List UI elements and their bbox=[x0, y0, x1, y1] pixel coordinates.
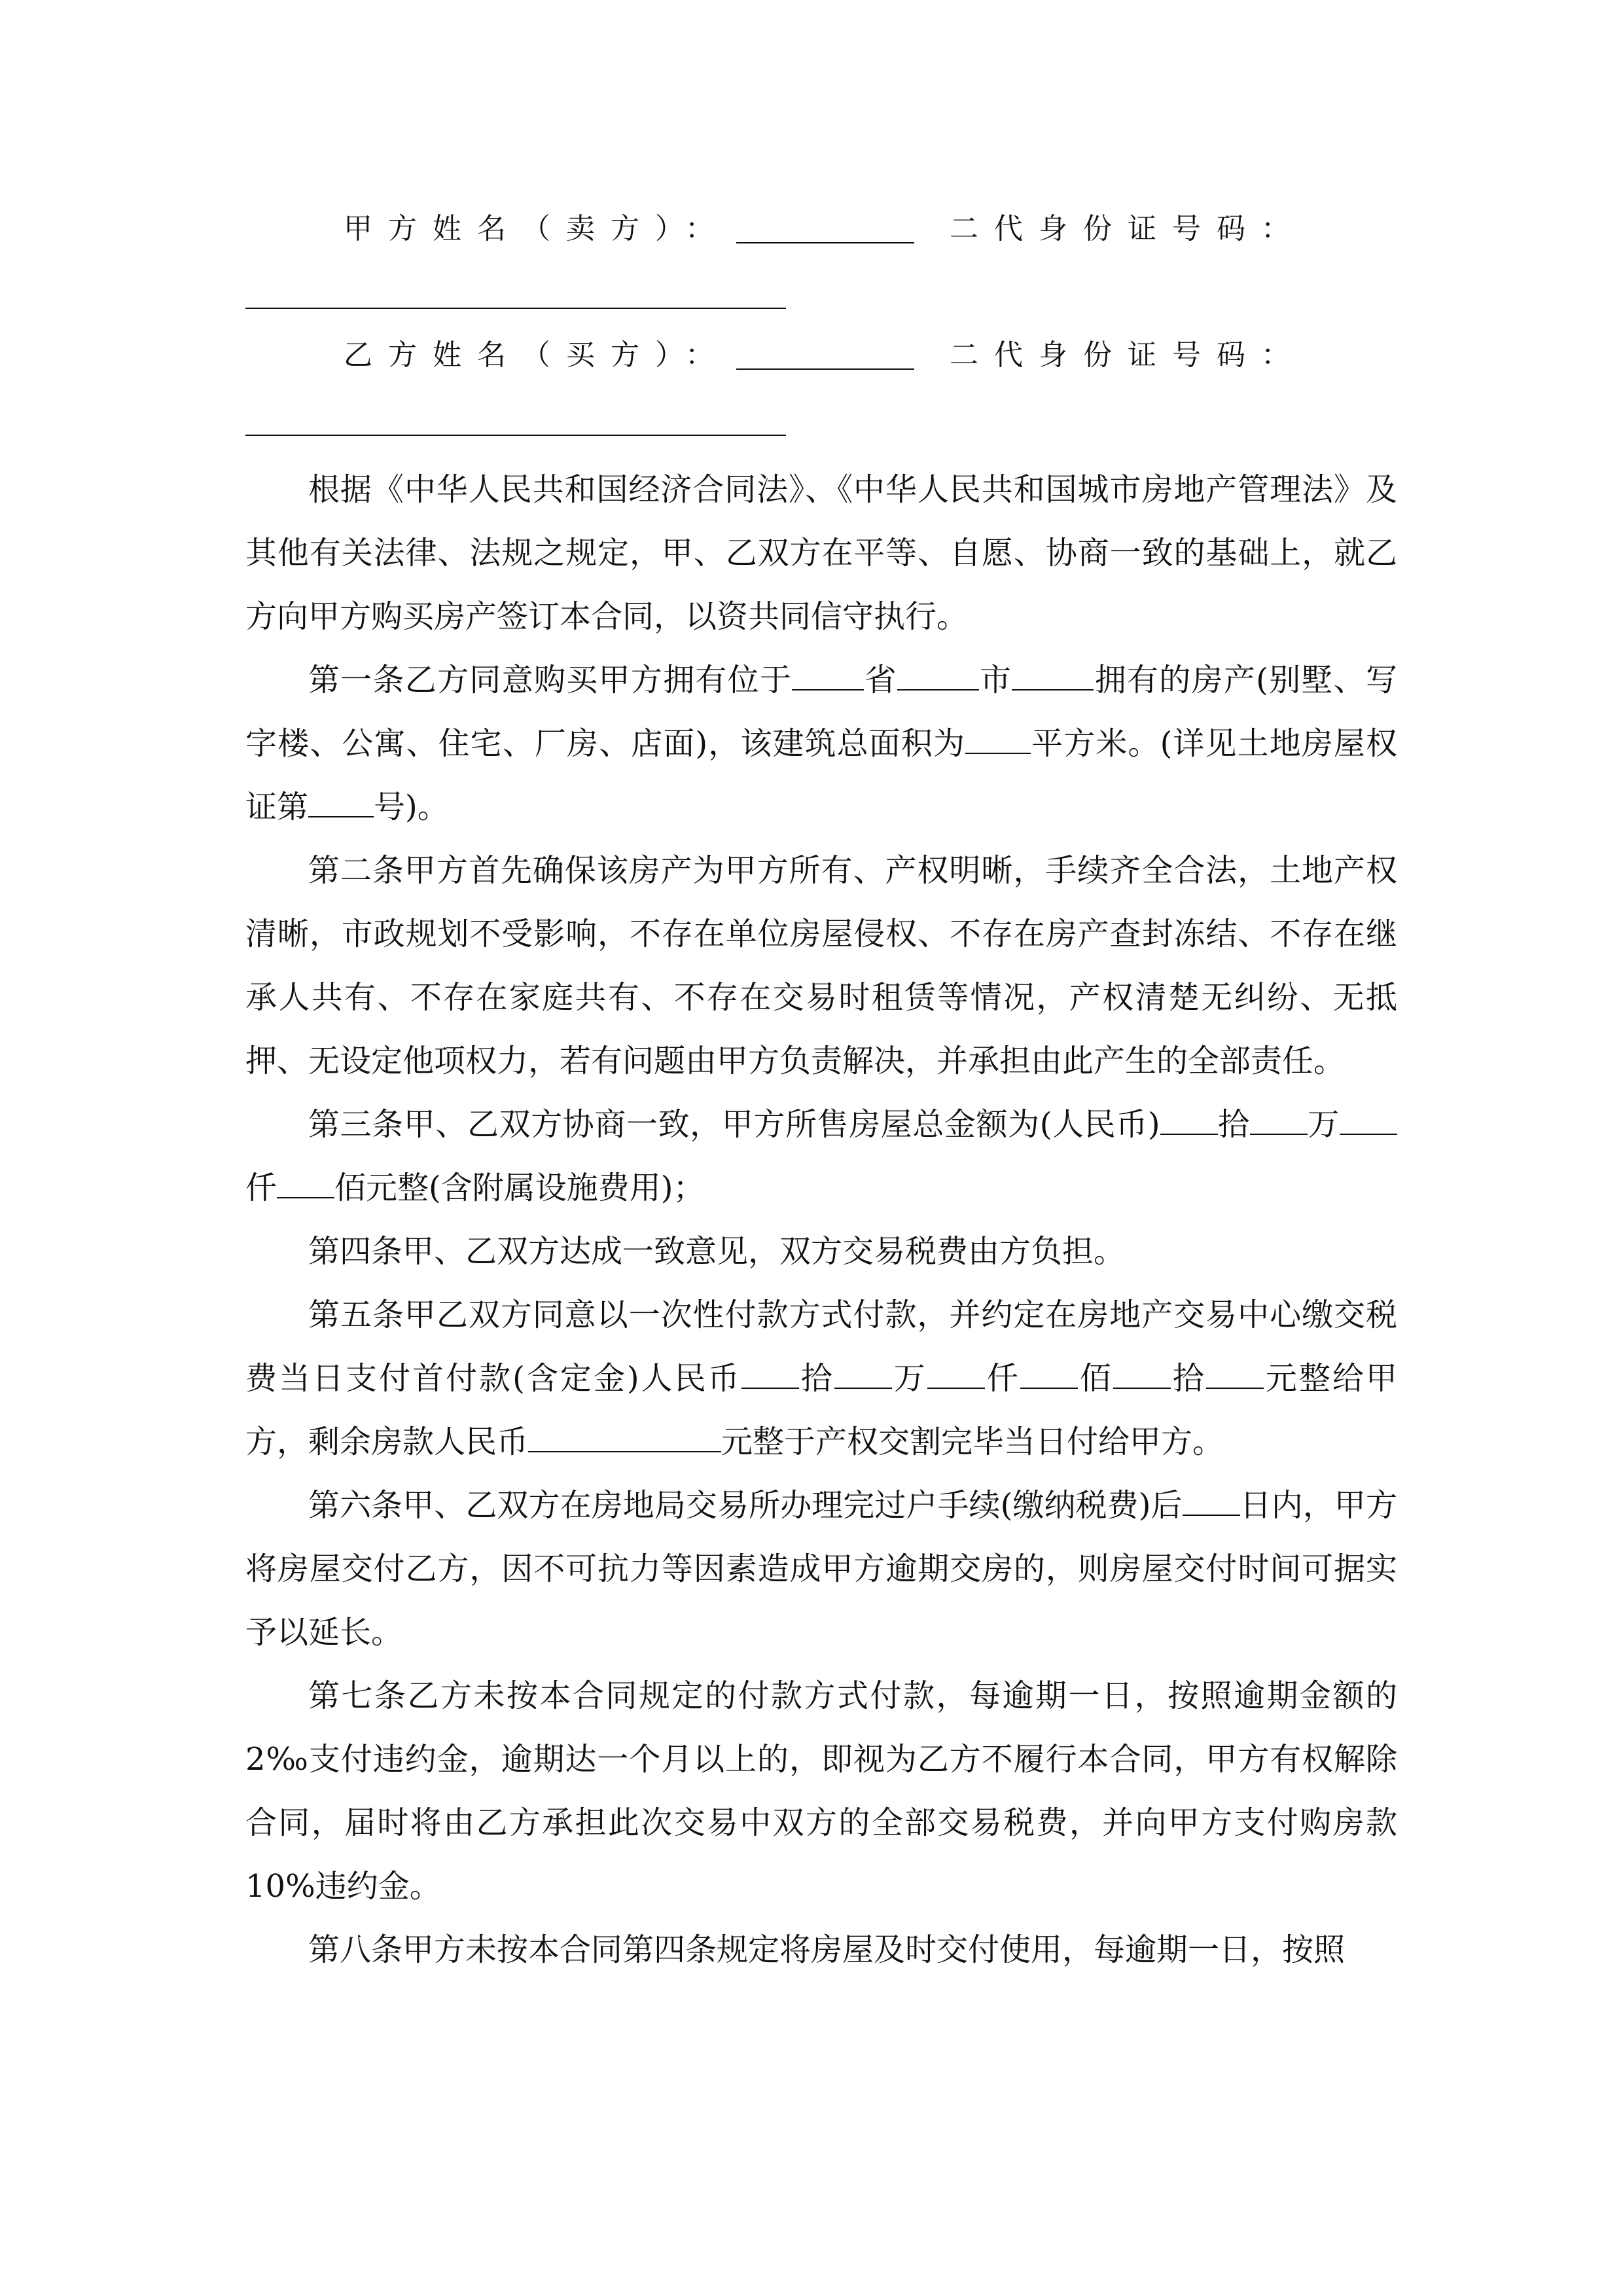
blank-certificate-no[interactable] bbox=[308, 786, 374, 817]
text-segment: 仟 bbox=[245, 1170, 277, 1206]
article-4: 第四条甲、乙双方达成一致意见，双方交易税费由方负担。 bbox=[308, 1233, 1126, 1270]
blank-city[interactable] bbox=[897, 659, 979, 691]
buyer-name-label: 乙方姓名（买方）： bbox=[344, 338, 730, 372]
blank-days[interactable] bbox=[1183, 1484, 1240, 1516]
text-segment: 第三条甲、乙双方协商一致，甲方所售房屋总金额为(人民币) bbox=[308, 1106, 1160, 1143]
blank-area[interactable] bbox=[965, 723, 1031, 754]
blank-amount[interactable] bbox=[834, 1357, 892, 1389]
text-segment: 日内，甲方将房屋交付乙方，因不可抗力等因素造成甲方逾期交房的，则房屋交付时间可据实予以延长。 bbox=[245, 1487, 1397, 1651]
article-1 bbox=[245, 649, 1397, 839]
preamble: 根据《中华人民共和国经济合同法》、《中华人民共和国城市房地产管理法》及其他有关法律、法规之规定，甲、乙双方在平等、自愿、协商一致的基础上，就乙方向甲方购买房产签订本合同，以资共同信守执行。 bbox=[245, 471, 1397, 635]
text-segment: 第一条乙方同意购买甲方拥有位于 bbox=[308, 662, 793, 698]
article-7: 第七条乙方未按本合同规定的付款方式付款，每逾期一日，按照逾期金额的2‰支付违约金，逾期达一个月以上的，即视为乙方不履行本合同，甲方有权解除合同，届时将由乙方承担此次交易中双方的全部交易税费，并向甲方支付购房款 10%违约金。 bbox=[245, 1677, 1397, 1905]
blank-amount[interactable] bbox=[741, 1357, 799, 1389]
text-segment: 元整于产权交割完毕当日付给甲方。 bbox=[721, 1424, 1224, 1460]
text-segment: 万 bbox=[1307, 1106, 1340, 1143]
seller-name-label: 甲方姓名（卖方）： bbox=[344, 212, 730, 245]
article-3 bbox=[245, 1093, 1397, 1220]
article-8: 第八条甲方未按本合同第四条规定将房屋及时交付使用，每逾期一日，按照 bbox=[308, 1931, 1346, 1968]
text-segment: 第五条甲乙双方同意以一次性付款方式付款，并约定在房地产交易中心缴交税费当日支付首付款(含定金)人民币 bbox=[245, 1297, 1397, 1397]
text-segment: 市 bbox=[978, 662, 1012, 698]
text-segment: 拥有的房产(别墅、写字楼、公寓、住宅、厂房、店面)，该建筑总面积为 bbox=[245, 662, 1397, 762]
blank-location[interactable] bbox=[1012, 659, 1094, 691]
buyer-id-label: 二代身份证号码： bbox=[950, 338, 1306, 372]
seller-row bbox=[344, 209, 1364, 249]
blank-remaining-amount[interactable] bbox=[528, 1421, 721, 1452]
text-segment: 平方米。(详见土地房屋权证第 bbox=[245, 725, 1398, 825]
blank-amount[interactable] bbox=[1020, 1357, 1078, 1389]
text-segment: 号)。 bbox=[374, 789, 449, 825]
text-segment: 元整给甲方，剩余房款人民币 bbox=[245, 1360, 1397, 1460]
article-6 bbox=[245, 1474, 1397, 1664]
text-segment: 佰 bbox=[1077, 1360, 1113, 1397]
buyer-name-blank[interactable] bbox=[736, 341, 914, 370]
buyer-id-blank[interactable] bbox=[245, 435, 786, 436]
text-segment: 万 bbox=[891, 1360, 927, 1397]
blank-amount[interactable] bbox=[1340, 1103, 1397, 1135]
blank-amount[interactable] bbox=[1160, 1103, 1218, 1135]
article-5 bbox=[245, 1283, 1397, 1474]
blank-amount[interactable] bbox=[927, 1357, 985, 1389]
blank-amount[interactable] bbox=[277, 1167, 334, 1198]
text-segment: 佰元整(含附属设施费用)； bbox=[334, 1170, 705, 1206]
text-segment: 省 bbox=[864, 662, 897, 698]
contract-body bbox=[245, 458, 1397, 1982]
text-segment: 拾 bbox=[798, 1360, 834, 1397]
text-segment: 拾 bbox=[1217, 1106, 1250, 1143]
text-segment: 第六条甲、乙双方在房地局交易所办理完过户手续(缴纳税费)后 bbox=[308, 1487, 1183, 1524]
blank-amount[interactable] bbox=[1250, 1103, 1308, 1135]
buyer-row bbox=[344, 336, 1364, 375]
blank-amount[interactable] bbox=[1206, 1357, 1264, 1389]
text-segment: 拾 bbox=[1170, 1360, 1206, 1397]
text-segment: 仟 bbox=[984, 1360, 1020, 1397]
article-2: 第二条甲方首先确保该房产为甲方所有、产权明晰，手续齐全合法，土地产权清晰，市政规划不受影响，不存在单位房屋侵权、不存在房产查封冻结、不存在继承人共有、不存在家庭共有、不存在交易时租赁等情况，产权清楚无纠纷、无抵押、无设定他项权力，若有问题由甲方负责解决，并承担由此产生的全部责任。 bbox=[245, 852, 1397, 1079]
seller-id-blank[interactable] bbox=[245, 308, 786, 309]
blank-province[interactable] bbox=[792, 659, 864, 691]
seller-name-blank[interactable] bbox=[736, 215, 914, 243]
blank-amount[interactable] bbox=[1113, 1357, 1171, 1389]
seller-id-label: 二代身份证号码： bbox=[950, 212, 1306, 245]
